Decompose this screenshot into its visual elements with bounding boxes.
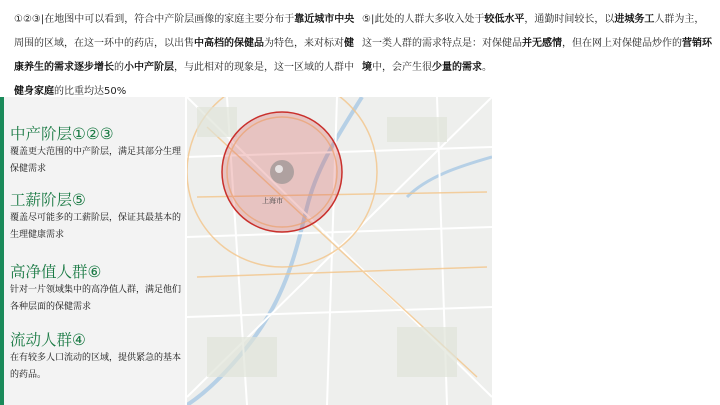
- emphasis-text: 少量的需求: [432, 62, 482, 73]
- body-text: ⑤|此处的人群大多收入处于: [362, 14, 485, 25]
- emphasis-text: 健身家庭: [14, 86, 54, 97]
- emphasis-text: 进城务工: [614, 14, 655, 25]
- category-title: 工薪阶层⑤: [10, 191, 86, 209]
- map-graphic: [187, 97, 492, 405]
- body-text: 的比重均达50%: [54, 86, 127, 97]
- body-text: ，但在网上对保健品炒作的: [562, 38, 682, 49]
- body-text: 为特色，来对标对: [264, 38, 344, 49]
- map-city-label: 上海市: [262, 197, 283, 205]
- emphasis-text: 小中产阶层: [124, 62, 174, 73]
- body-text: 中，会产生很: [372, 62, 432, 73]
- body-text: ①②③|在地图中可以看到，符合中产阶层画像的家庭主要分布于: [14, 14, 295, 25]
- category-middle-class: [10, 124, 186, 178]
- category-title: 流动人群④: [10, 331, 86, 349]
- emphasis-text: 健康养生的需求逐步增长: [14, 38, 354, 73]
- category-desc: 覆盖更大范围的中产阶层，满足其部分生理保健需求: [10, 147, 182, 174]
- body-text: 人群为主，这一类人群的需求特点是：对保健品: [362, 14, 705, 49]
- category-desc: 覆盖尽可能多的工薪阶层，保证其最基本的生理健康需求: [10, 213, 182, 240]
- body-text: ，通勤时间较长，以: [524, 14, 615, 25]
- category-desc: 针对一片领域集中的高净值人群，满足他们各种层面的保健需求: [10, 285, 182, 312]
- category-title: 中产阶层①②③: [10, 125, 114, 143]
- accent-bar: [0, 97, 4, 405]
- city-map: [187, 97, 492, 405]
- emphasis-text: 营销环境: [362, 38, 712, 73]
- category-desc: 在有较多人口流动的区域，提供紧急的基本的药品。: [10, 353, 182, 380]
- emphasis-text: 中高档的保健品: [194, 38, 264, 49]
- category-high-net-worth: [10, 262, 186, 316]
- body-text: 周围的区域，在这一环中的药店，以出售: [14, 38, 194, 49]
- emphasis-text: 靠近城市中央: [294, 14, 355, 25]
- top-right-paragraph: [362, 8, 712, 80]
- body-text: 。: [482, 62, 492, 73]
- body-text: 的: [114, 62, 124, 73]
- category-title: 高净值人群⑥: [10, 263, 102, 281]
- body-text: ，与此相对的现象是，这一区域的人群中: [174, 62, 354, 73]
- emphasis-text: 并无感情: [522, 38, 562, 49]
- category-working-class: [10, 190, 186, 244]
- top-left-paragraph: [14, 8, 359, 104]
- category-floating-population: [10, 330, 186, 384]
- emphasis-text: 较低水平: [484, 14, 525, 25]
